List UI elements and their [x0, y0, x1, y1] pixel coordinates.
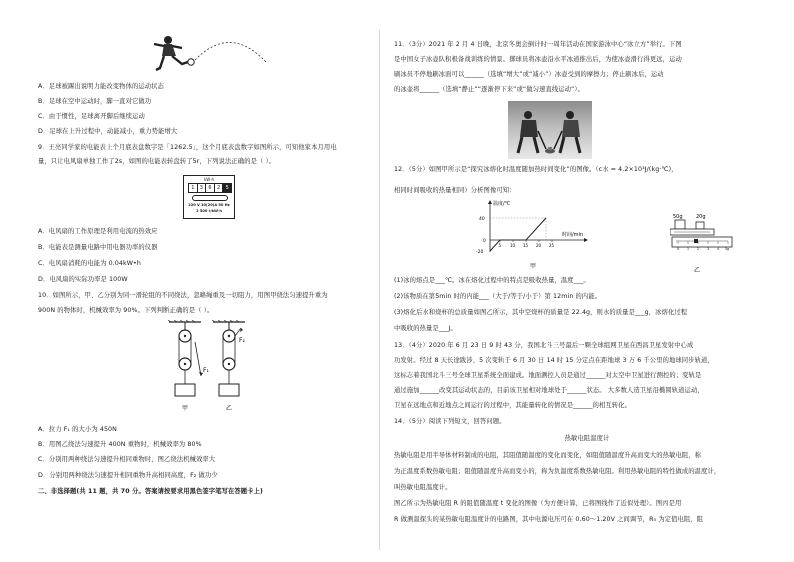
graph-y-axis-label: 温度/℃ — [493, 201, 511, 207]
pulley-label-b: 乙 — [226, 405, 233, 412]
q10-option-a: A．拉力 F₁ 的大小为 450N — [38, 426, 117, 433]
graph-x-tick: 15 — [523, 243, 529, 248]
scale-tick: 3 — [707, 247, 710, 251]
graph-x-axis-label: 时间/min — [562, 232, 584, 238]
soccer-kick-figure — [150, 34, 278, 76]
graph-label-jia: 甲 — [530, 263, 537, 270]
q10-option-c: C．分别用两种绕法匀速提升相同重物时，图乙绕法机械效率大 — [38, 456, 216, 463]
q13-line-5: 卫星在远地点和近地点之间运行的过程中，其能量转化的情况是______的相互转化。 — [394, 402, 631, 409]
meter-unit: kW·h — [203, 177, 215, 182]
graph-y-tick-neg20: -20 — [476, 250, 484, 255]
q9-option-c: C．电风扇消耗的电能为 0.04kW•h — [38, 260, 141, 267]
q9-option-b: B．电能表是测量电路中用电器功率的仪器 — [38, 244, 158, 251]
q12-item-2: (2)该物质在第5min 时的内能___（大于/等于/小于）第 12min 的内能。 — [394, 293, 602, 300]
q13-line-3: 这标志着我国北斗三号全球卫星系统全面建成。地面测控人员是通过______对太空中卫星进行测控的；变轨是 — [394, 372, 702, 379]
graph-x-tick: 25 — [549, 243, 555, 248]
balance-figure — [670, 212, 750, 276]
q12-line-1: 12．（5分）如图甲所示是“探究冰熔化时温度随加热时间变化”的图像。（c水 = 4.2×10³J/(kg·℃)， — [394, 166, 678, 173]
q10-text-line-2: 900N 的物体时，机械效率为 90%。下列判断正确的是（ ）。 — [38, 307, 214, 314]
q13-line-1: 13．（4分）2020 年 6 月 23 日 9 时 43 分，我国北斗三号最后一颗全球组网卫星在西昌卫星发射中心成 — [394, 342, 694, 349]
scale-tick: 4 — [717, 247, 720, 251]
meter-digit: 3 — [198, 184, 207, 192]
q13-line-2: 功发射。经过 8 天长途跋涉、5 次变轨于 6 月 30 日 14 时 15 分定点在距地球 3 万 6 千公里的地球同步轨道， — [394, 357, 714, 364]
q9-text-line-1: 9．王亮同学家的电能表上个月底表盘数字是「1262.5」，这个月底表盘数字如图所示，可知他家本月用电 — [38, 144, 337, 151]
q11-line-3: 刷冰员不停地刷冰面可以______（选填“增大”或“减小”）冰壶受到的摩擦力；停止刷冰后，运动 — [394, 71, 664, 78]
meter-spec-2: 2 500 r/kW·h — [196, 209, 222, 213]
q10-option-d: D．分别用两种绕法匀速提升相同重物升高相同高度，F₂ 做功少 — [38, 472, 218, 479]
weight-label-50g: 50g — [673, 214, 683, 220]
right-column — [380, 0, 794, 562]
scale-tick: 0 — [677, 247, 680, 251]
meter-digit: 2 — [215, 184, 224, 192]
pulley-system-figure — [165, 320, 255, 415]
q11-line-4: 的冰壶将______（选填“静止”“逐渐停下来”或“做匀速直线运动”）。 — [394, 86, 585, 93]
meter-spec-1: 220 V 10(20)A 50 Hz — [188, 203, 230, 207]
q10-text-line-1: 10．如图所示，甲、乙分别为同一滑轮组的不同绕法，忽略绳重及一切阻力，用图甲绕法匀速提升重为 — [38, 292, 328, 299]
weight-label-20g: 20g — [696, 214, 706, 220]
force-label-f2: F₂ — [239, 337, 245, 344]
curling-players — [508, 101, 592, 159]
pulley-label-a: 甲 — [182, 405, 189, 412]
q11-line-1: 11．（3分）2021 年 2 月 4 日晚，北京冬奥会倒计时一周年活动在国家游泳中心“冰立方”举行。下图 — [394, 41, 682, 48]
article-line-3: 叫热敏电阻温度计。 — [394, 484, 452, 491]
graph-x-tick: 5 — [498, 243, 502, 248]
graph-x-tick: 20 — [536, 243, 542, 248]
meter-digit: 1 — [189, 184, 198, 192]
graph-y-tick-40: 40 — [479, 217, 485, 222]
q9-option-d: D．电风扇的实际功率是 100W — [38, 276, 128, 283]
article-line-1: 热敏电阻是用半导体材料制成的电阻，其阻值随温度的变化而变化，如阻值随温度升高而变大的热敏电阻，称 — [394, 452, 702, 459]
article-line-5: R 做测温探头的某热敏电阻温度计的电路图，其中电源电压可在 0.60～1.20V 之间调节，R₀ 为定值电阻，阻 — [394, 516, 704, 523]
q13-line-4: 通过施加______改变其运动状态的，目前该卫星相对地球处于______状态。 大多数人造卫星沿椭圆轨道运动， — [394, 387, 704, 394]
curling-photo — [508, 101, 592, 159]
q14-heading: 14．（5分）阅读下列短文，回答问题。 — [394, 418, 506, 425]
article-line-2: 为正温度系数热敏电阻；阻值随温度升高而变小的，称为负温度系数热敏电阻。利用热敏电阻的特性做成的温度计， — [394, 468, 721, 475]
left-column — [0, 0, 380, 562]
q12-line-2: 相同时间吸收的热量相同）分析图像可知： — [394, 187, 516, 194]
section-two-heading: 二、非选择题(共 11 题，共 70 分。答案请按要求用黑色签字笔写在答题卡上) — [38, 488, 263, 495]
q12-item-1: (1)冰的熔点是___℃。冰在熔化过程中的特点是吸收热量，温度___。 — [394, 277, 590, 284]
meter-digit: 5 — [223, 184, 231, 192]
electricity-meter — [183, 175, 235, 219]
q8-option-a: A．足球被踢出说明力能改变物体的运动状态 — [38, 83, 164, 90]
q8-option-c: C．由于惯性，足球离开脚后继续运动 — [38, 113, 145, 120]
q9-option-a: A．电风扇的工作原理是利用电流的热效应 — [38, 228, 158, 235]
q11-line-2: 是中国女子冰壶队积极备战训练的情景。掷球员将冰壶沿水平冰道推出后，为使冰壶滑行得更远，运动 — [394, 56, 682, 63]
balance-label-yi: 乙 — [694, 267, 701, 274]
graph-x-tick: 10 — [510, 243, 516, 248]
q9-text-line-2: 量，只让电风扇单独工作了2s，如图的电能表转盘转了5r，下列说法正确的是（ ）。 — [38, 158, 276, 165]
article-line-4: 图乙所示为热敏电阻 R 的阻值随温度 t 变化的图像（为方便计算，已将图线作了近似处理）。图丙是用 — [394, 500, 682, 507]
scale-tick: 1 — [687, 247, 690, 251]
article-title: 热敏电阻温度计 — [564, 435, 610, 442]
q12-item-3: (3)熔化后水和烧杯的总质量如图乙所示，其中空烧杯的质量是 22.4g，则水的质量是___g，冰熔化过程 — [394, 309, 688, 316]
meter-digits — [188, 183, 232, 193]
meter-dial — [192, 195, 228, 201]
q12-item-4: 中吸收的热量是___J。 — [394, 325, 457, 332]
q8-option-d: D．足球在上升过程中，动能减小，重力势能增大 — [38, 128, 178, 135]
q10-option-b: B．用图乙绕法匀速提升 400N 重物时，机械效率为 80% — [38, 441, 202, 448]
meter-digit: 6 — [206, 184, 215, 192]
scale-tick: 5g — [725, 247, 730, 251]
graph-y-tick-0: 0 — [483, 239, 486, 244]
scale-tick: 2 — [697, 247, 700, 251]
q8-option-b: B．足球在空中运动时，脚一直对它做功 — [38, 98, 152, 105]
temperature-graph — [468, 196, 608, 274]
force-label-f1: F₁ — [203, 367, 209, 374]
